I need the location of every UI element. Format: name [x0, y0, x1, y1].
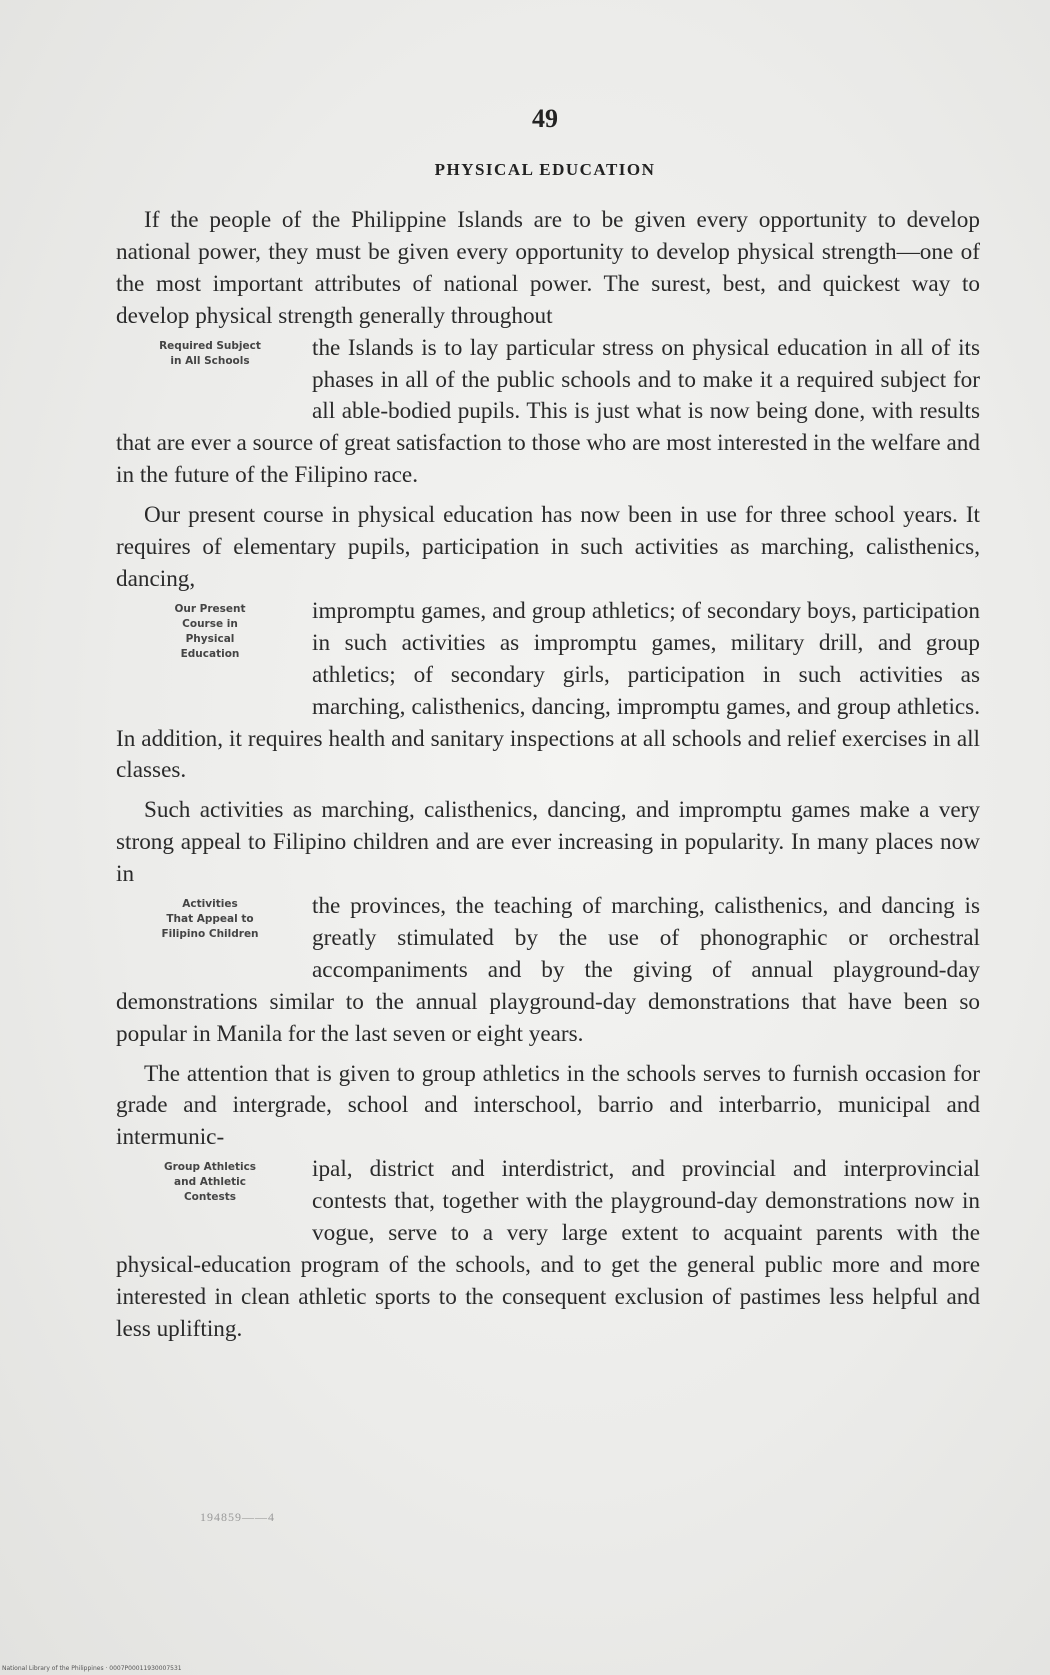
- section-title: PHYSICAL EDUCATION: [434, 160, 656, 179]
- margin-note-required-subject: [116, 333, 304, 428]
- printer-signature: 194859——4: [200, 1510, 275, 1524]
- margin-note-line: Required Subject: [159, 339, 261, 352]
- margin-note-line: Group Athletics: [163, 1161, 257, 1174]
- margin-note-group-athletics: [116, 1154, 304, 1249]
- paragraph-2-lead: Our present course in physical education has now been in use for three school years. It requires of elementary pupils, participation in such activities as marching, calisthenics, dancing,: [116, 502, 980, 592]
- margin-note-line: Activities: [182, 898, 238, 911]
- paragraph-3-rest: the provinces, the teaching of marching, calisthenics, and dancing is greatly stimulated by the use of phonographic or orchestral accompaniments and by the giving of annual playground-day demonstrations similar to the annual playground-day demonstrations that have been so popular in Manila for the last seven or eight years.: [116, 893, 980, 1047]
- margin-note-activities: [116, 891, 304, 986]
- paragraph-2-rest: impromptu games, and group athletics; of secondary boys, participation in such activities as impromptu games, military drill, and group athletics; of secondary girls, participation in such activities as marching, calisthenics, dancing, impromptu games, and group athletics. In addition, it requires health and sanitary inspections at all schools and relief exercises in all classes.: [116, 597, 980, 784]
- margin-note-present-course: [116, 596, 304, 723]
- paragraph-4-lead: The attention that is given to group athletics in the schools serves to furnish occasion for grade and intergrade, school and interschool, barrio and interbarrio, municipal and intermunic-: [116, 1060, 980, 1151]
- paragraph-1-rest: the Islands is to lay particular stress on physical education in all of its phases in all of the public schools and to make it a required subject for all able-bodied pupils. This is just what is now being done, with results that are ever a source of great satisfaction to those who are most interested in the welfare and in the future of the Filipino race.: [116, 334, 980, 489]
- paragraph-4: [116, 1059, 980, 1346]
- body-text: [116, 205, 980, 1354]
- paragraph-1: [116, 205, 980, 492]
- paragraph-1-lead: If the people of the Philippine Islands are to be given every opportunity to develop national power, they must be given every opportunity to develop physical strength—one of the most important attributes of national power. The surest, best, and quickest way to develop physical strength generally throughout: [116, 207, 980, 329]
- paragraph-4-rest: ipal, district and interdistrict, and provincial and interprovincial contests that, together with the playground-day demonstrations now in vogue, serve to a very large extent to acquaint parents with the physical-education program of the schools, and to get the general public more and more interested in clean athletic sports to the consequent exclusion of pastimes less helpful and less uplifting.: [116, 1156, 980, 1342]
- paragraph-3: [116, 795, 980, 1050]
- paragraph-3-lead: Such activities as marching, calisthenics, dancing, and impromptu games make a very strong appeal to Filipino children and are ever increasing in popularity. In many places now in: [116, 797, 980, 888]
- margin-note-line: Physical: [185, 632, 235, 645]
- paragraph-2: [116, 500, 980, 787]
- page-number: 49: [532, 104, 558, 133]
- margin-note-line: Course in: [182, 617, 238, 630]
- margin-note-line: Our Present: [174, 602, 246, 615]
- margin-note-line: That Appeal to: [166, 913, 254, 926]
- margin-note-line: in All Schools: [170, 354, 250, 367]
- margin-note-line: Filipino Children: [161, 928, 259, 941]
- margin-note-line: and Athletic: [174, 1176, 246, 1189]
- margin-note-line: Education: [180, 647, 240, 660]
- margin-note-line: Contests: [183, 1191, 237, 1204]
- scan-footer: National Library of the Philippines · 0007P00011930007531: [2, 1665, 182, 1672]
